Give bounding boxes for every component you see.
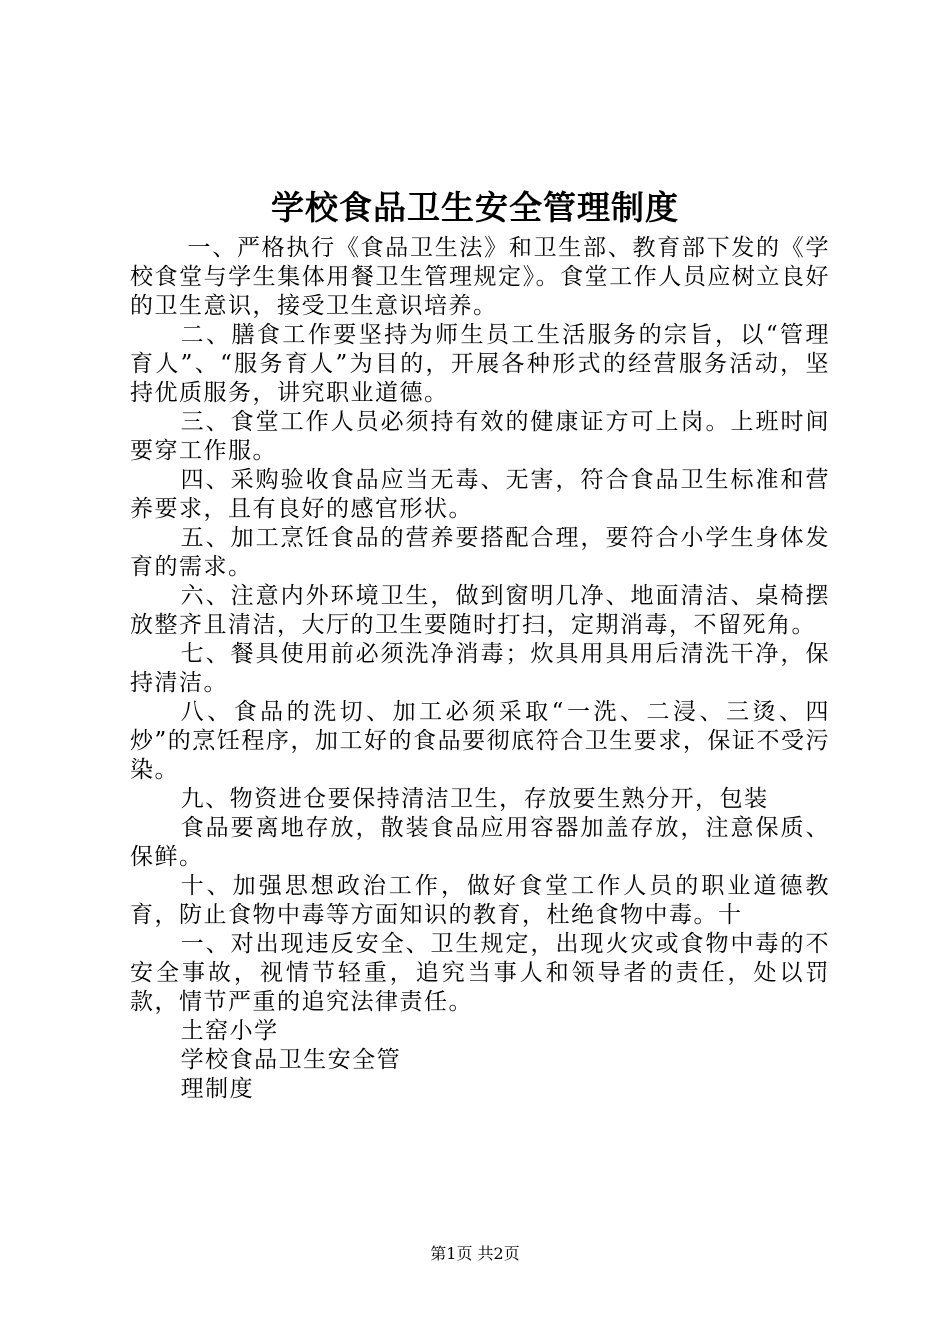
page-indicator: 第1页 共2页 [430, 1244, 520, 1263]
paragraph-5: 五、加工烹饪食品的营养要搭配合理，要符合小学生身体发育的需求。 [130, 525, 830, 580]
paragraph-10: 食品要离地存放，散装食品应用容器加盖存放，注意保质、保鲜。 [130, 815, 830, 870]
document-title: 学校食品卫生安全管理制度 [271, 188, 679, 227]
signature-title-line-2: 理制度 [180, 1076, 255, 1102]
paragraph-11: 十、加强思想政治工作，做好食堂工作人员的职业道德教育，防止食物中毒等方面知识的教育，杜绝食物中毒。十 [130, 873, 830, 928]
paragraph-1: 一、严格执行《食品卫生法》和卫生部、教育部下发的《学校食堂与学生集体用餐卫生管理规定》。食堂工作人员应树立良好的卫生意识，接受卫生意识培养。 [130, 235, 830, 319]
paragraph-7: 七、餐具使用前必须洗净消毒；炊具用具用后清洗干净，保持清洁。 [130, 641, 830, 696]
paragraph-12: 一、对出现违反安全、卫生规定，出现火灾或食物中毒的不安全事故，视情节轻重，追究当事人和领导者的责任，处以罚款，情节严重的追究法律责任。 [130, 931, 830, 1015]
signature-title-line-1: 学校食品卫生安全管 [180, 1047, 402, 1073]
document-body [130, 234, 830, 1104]
paragraph-2: 二、膳食工作要坚持为师生员工生活服务的宗旨，以“管理育人”、“服务育人”为目的，开展各种形式的经营服务活动，坚持优质服务，讲究职业道德。 [130, 322, 830, 406]
signature-school: 土窑小学 [180, 1018, 279, 1044]
paragraph-6: 六、注意内外环境卫生，做到窗明几净、地面清洁、桌椅摆放整齐且清洁，大厅的卫生要随时打扫，定期消毒，不留死角。 [130, 583, 830, 638]
paragraph-3: 三、食堂工作人员必须持有效的健康证方可上岗。上班时间要穿工作服。 [130, 409, 830, 464]
paragraph-4: 四、采购验收食品应当无毒、无害，符合食品卫生标准和营养要求，且有良好的感官形状。 [130, 467, 830, 522]
paragraph-8: 八、食品的洗切、加工必须采取“一洗、二浸、三烫、四炒”的烹饪程序，加工好的食品要彻底符合卫生要求，保证不受污染。 [130, 699, 830, 783]
paragraph-9: 九、物资进仓要保持清洁卫生，存放要生熟分开，包装 [180, 786, 769, 812]
